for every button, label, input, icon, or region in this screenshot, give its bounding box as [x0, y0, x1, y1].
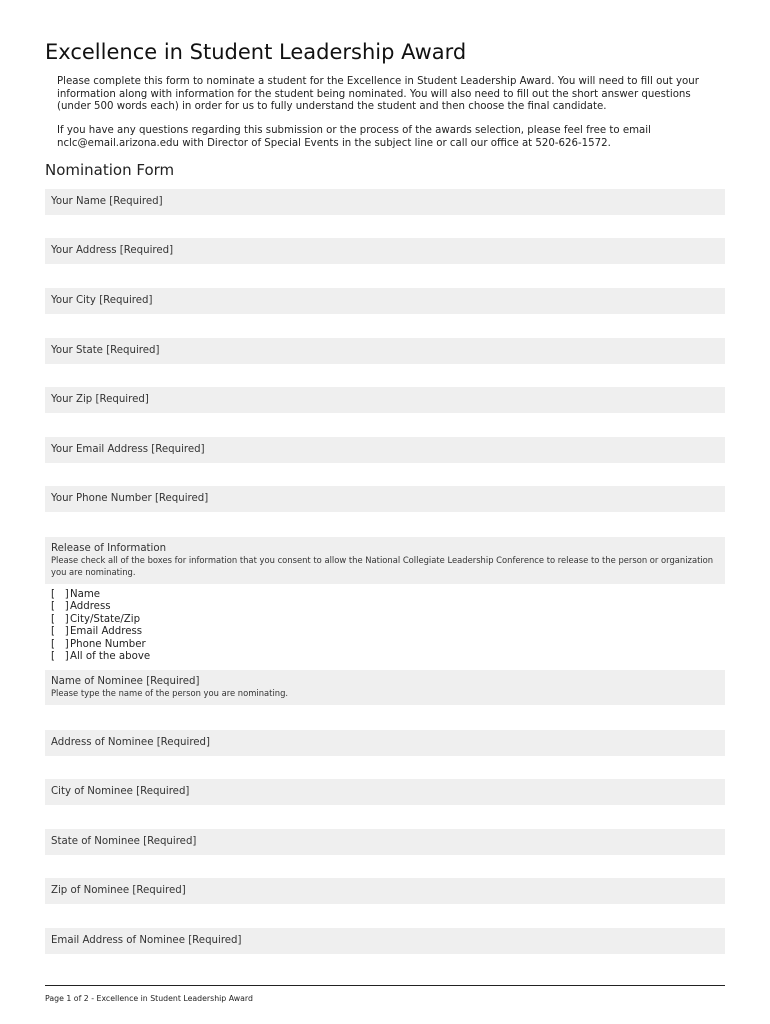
checkbox[interactable]: [ ]: [51, 638, 69, 650]
your-phone-field[interactable]: Your Phone Number [Required]: [45, 486, 725, 512]
checkbox[interactable]: [ ]: [51, 651, 69, 663]
release-of-information: [45, 537, 725, 584]
your-email-field[interactable]: Your Email Address [Required]: [45, 437, 725, 463]
release-option-all[interactable]: [51, 651, 150, 663]
your-state-field[interactable]: Your State [Required]: [45, 338, 725, 364]
option-label: All of the above: [70, 651, 151, 663]
release-option-address[interactable]: [51, 601, 150, 613]
nominee-state-field[interactable]: State of Nominee [Required]: [45, 829, 725, 855]
option-label: Address: [70, 601, 111, 613]
option-label: Name: [70, 589, 101, 600]
release-option-name[interactable]: [51, 589, 150, 601]
release-option-city-state-zip[interactable]: [51, 614, 150, 626]
checkbox[interactable]: [ ]: [51, 601, 69, 613]
page-title: Excellence in Student Leadership Award: [45, 40, 467, 64]
option-label: Phone Number: [70, 638, 146, 650]
release-option-phone[interactable]: [51, 639, 150, 651]
nominee-city-field[interactable]: City of Nominee [Required]: [45, 779, 725, 805]
your-address-field[interactable]: Your Address [Required]: [45, 238, 725, 264]
release-option-email[interactable]: [51, 626, 150, 638]
checkbox[interactable]: [ ]: [51, 613, 69, 625]
contact-paragraph: If you have any questions regarding this submission or the process of the awards selection, please feel free to email nclc@email.arizona.edu with Director of Special Events in the subject line or call our office at 520-626-1572.: [57, 125, 651, 149]
page-footer: Page 1 of 2 - Excellence in Student Leadership Award: [45, 994, 253, 1003]
nominee-email-field[interactable]: Email Address of Nominee [Required]: [45, 928, 725, 954]
intro-paragraph: Please complete this form to nominate a student for the Excellence in Student Leadership Award. You will need to fill out your information along with information for the student being nominated. You will also need to fill out the short answer questions (under 500 words each) in order for us to fully understand the student and then choose the final candidate.: [57, 76, 699, 112]
footer-divider: [45, 985, 725, 986]
release-label: Release of Information: [51, 543, 167, 554]
release-checklist: [51, 589, 150, 663]
nominee-name-field[interactable]: [45, 670, 725, 705]
checkbox[interactable]: [ ]: [51, 589, 69, 600]
your-zip-field[interactable]: Your Zip [Required]: [45, 387, 725, 413]
nominee-name-label: Name of Nominee [Required]: [51, 676, 200, 687]
section-title: Nomination Form: [45, 161, 175, 179]
nominee-address-field[interactable]: Address of Nominee [Required]: [45, 730, 725, 756]
your-name-field[interactable]: Your Name [Required]: [45, 189, 725, 215]
option-label: City/State/Zip: [70, 613, 141, 625]
release-help-text: Please check all of the boxes for information that you consent to allow the National Collegiate Leadership Conference to release to the person or organization you are nominating.: [51, 555, 714, 577]
nominee-zip-field[interactable]: Zip of Nominee [Required]: [45, 878, 725, 904]
checkbox[interactable]: [ ]: [51, 626, 69, 638]
your-city-field[interactable]: Your City [Required]: [45, 288, 725, 314]
nominee-name-help-text: Please type the name of the person you are nominating.: [51, 688, 289, 698]
option-label: Email Address: [70, 626, 143, 638]
